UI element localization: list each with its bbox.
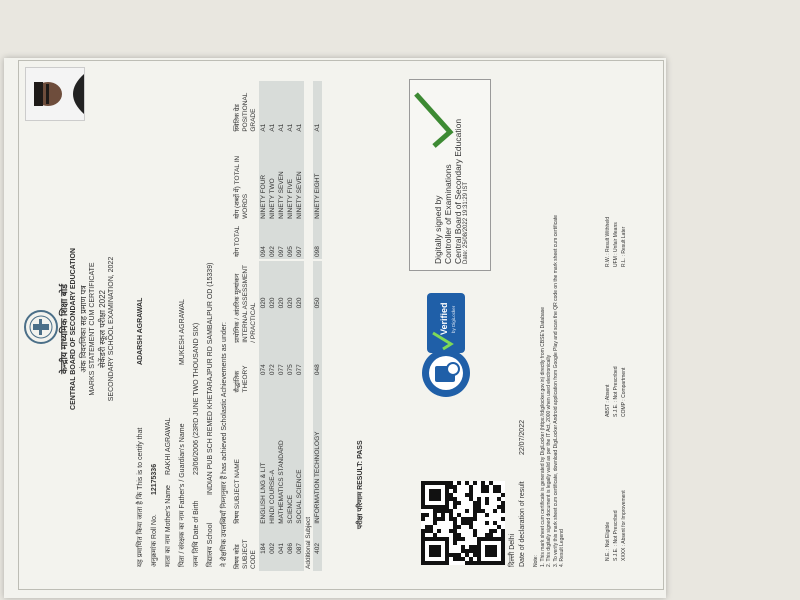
marks-table-body [259, 261, 322, 571]
cell-words: NINETY SEVEN [295, 171, 303, 219]
mother-name: RAKHI AGRAWAL [165, 417, 172, 476]
cell-code: 087 [295, 542, 303, 554]
exam-title-hindi: सेकेंडरी स्कूल परीक्षा 2022 [97, 289, 107, 369]
cell-name: MATHEMATICS STANDARD [277, 440, 285, 524]
totals-row [259, 81, 268, 259]
cell-grade: A1 [259, 123, 267, 132]
cell-code: 002 [268, 542, 276, 554]
sig-line-3: Central Board of Secondary Education [452, 118, 463, 264]
cell-ia: 020 [268, 297, 276, 309]
cell-code: 402 [313, 542, 321, 554]
legend-item: R.L. : Result Later [621, 226, 627, 267]
cell-total: 097 [295, 246, 303, 257]
totals-row [286, 81, 295, 259]
totals-spacer-row [304, 81, 313, 259]
cell-theory: 077 [295, 364, 303, 376]
cell-code: 184 [259, 542, 267, 554]
marks-row [259, 261, 268, 571]
col-subject-code: विषय कोड SUBJECT CODE [234, 539, 258, 569]
cell-theory: 074 [259, 364, 267, 376]
certificate-content [19, 61, 663, 589]
totals-row [295, 81, 304, 259]
marks-row [313, 261, 322, 571]
cell-name: SCIENCE [286, 494, 294, 524]
cell-theory: 048 [313, 364, 321, 376]
cell-name: SOCIAL SCIENCE [295, 469, 303, 524]
cell-ia: 020 [295, 297, 303, 309]
additional-subject-label: Additional Subject [304, 516, 312, 569]
roll-row [151, 464, 160, 567]
note-line-2: 2. This digitally signed document is legally valid as per the IT Act, 2000 when used electronically [546, 354, 552, 567]
board-header [59, 179, 117, 479]
declaration-date: 22/07/2022 [519, 420, 526, 456]
qr-code-icon [421, 481, 505, 565]
cell-total: 092 [268, 246, 276, 257]
legend-item: COMP : Compartment [621, 367, 627, 417]
additional-subject-row [304, 261, 313, 571]
digital-signature-box [409, 79, 491, 271]
roll-label: अनुक्रमांक Roll No. [151, 514, 158, 567]
certify-row [137, 298, 146, 567]
note-line-1: 1. This mark sheet cum certificate is generated by DigiLocker (https://digilocker.gov.in) directly from CBSE's Database [539, 306, 546, 567]
board-name-english: CENTRAL BOARD OF SECONDARY EDUCATION [70, 248, 78, 410]
note-line-3: 3. To verify this mark sheet cum certificate, download DigiLocker Android application from Google Play and scan the QR code on the mark sheet cum certificate [552, 214, 559, 567]
cell-words: NINETY EIGHT [313, 173, 321, 219]
cell-total: 097 [277, 246, 285, 257]
marks-row [277, 261, 286, 571]
col-total: योग TOTAL [234, 225, 241, 257]
cell-code: 086 [286, 542, 294, 554]
cell-name: INFORMATION TECHNOLOGY [313, 431, 321, 524]
dob-label: जन्म तिथि Date of Birth [193, 500, 200, 567]
achievement-line: ने शैक्षणिक उपलब्धियाँ निम्नानुसार हैं has achieved Scholastic Achievements as under: [221, 322, 228, 567]
verified-subtext: by DigiLocker [451, 305, 456, 333]
col-total-in-words: योग (शब्दों में) TOTAL IN WORDS [234, 155, 250, 219]
totals-row [313, 81, 322, 259]
exam-title-english: SECONDARY SCHOOL EXAMINATION, 2022 [107, 256, 115, 402]
certify-label: यह प्रमाणित किया जाता है कि This is to certify that [137, 427, 144, 567]
totals-spacer [304, 81, 313, 259]
cell-words: NINETY FOUR [259, 174, 267, 219]
legend-item: UFM : Unfair Means [613, 222, 619, 267]
notes-block [533, 97, 566, 567]
cell-ia: 020 [286, 297, 294, 309]
dob-value: 23/06/2006 (23RD JUNE TWO THOUSAND SIX) [193, 322, 200, 476]
marks-table [233, 261, 322, 571]
verified-text: Verified [439, 302, 449, 335]
cell-grade: A1 [277, 123, 285, 132]
marks-row [286, 261, 295, 571]
school-label: विद्यालय School [207, 522, 214, 567]
note-line-4: 4. Result Legend [559, 529, 565, 567]
cert-title-english: MARKS STATEMENT CUM CERTIFICATE [89, 262, 96, 396]
cell-theory: 075 [286, 364, 294, 376]
roll-number: 12175336 [151, 463, 158, 496]
marks-table-header [233, 261, 259, 571]
cell-total: 094 [259, 246, 267, 257]
cell-grade: A1 [286, 123, 294, 132]
cell-total: 095 [286, 246, 294, 257]
cell-words: NINETY SEVEN [277, 171, 285, 219]
cell-grade: A1 [268, 123, 276, 132]
legend-item: S.J.E. : Not Prescribed [613, 366, 619, 417]
sig-line-1: Digitally signed by [433, 195, 443, 264]
totals-table-header [233, 81, 259, 259]
cell-theory: 072 [268, 364, 276, 376]
totals-row [277, 81, 286, 259]
father-label: पिता / संरक्षक का नाम Father's / Guardian's Name [179, 423, 186, 567]
declaration-row [519, 420, 528, 567]
cell-grade: A1 [313, 123, 321, 132]
cell-grade: A1 [295, 123, 303, 132]
father-row [179, 299, 188, 567]
col-internal-assessment: प्रायोगिक / आंतरिक मूल्यांकन INTERNAL ASSESSMENT / PRACTICAL [234, 265, 258, 343]
totals-row [268, 81, 277, 259]
cell-code: 041 [277, 542, 285, 554]
board-name-hindi: केन्द्रीय माध्यमिक शिक्षा बोर्ड [59, 284, 69, 374]
candidate-name: ADARSH AGRAWAL [137, 297, 144, 366]
col-theory: सैद्धांतिक THEORY [234, 365, 250, 393]
cell-name: ENGLISH LNG & LIT [259, 462, 267, 524]
cell-total: 098 [313, 246, 321, 257]
col-subject-name: विषय SUBJECT NAME [234, 459, 241, 524]
result-line: परीक्षा परिणाम RESULT: PASS [357, 440, 364, 529]
notes-label: Note: [533, 555, 539, 567]
col-positional-grade: स्थितिक ग्रेड POSITIONAL GRADE [234, 92, 258, 132]
marks-row [268, 261, 277, 571]
certificate-sheet [4, 58, 666, 598]
totals-table [233, 81, 322, 259]
candidate-photo [25, 67, 85, 121]
legend-item: ABST : Absent [605, 384, 611, 417]
cell-ia: 050 [313, 297, 321, 309]
cell-name: HINDI COURSE-A [268, 469, 276, 524]
dob-row [193, 323, 202, 567]
legend-item: N.E. : Not Eligible [605, 521, 611, 561]
school-row [207, 263, 216, 567]
certificate-border [18, 60, 664, 590]
cell-words: NINETY TWO [268, 178, 276, 219]
place-label: दिल्ली Delhi [509, 533, 516, 567]
legend-item: R.W. : Result Withheld [605, 216, 611, 267]
digital-signature-text [434, 119, 470, 264]
father-name: MUKESH AGRAWAL [179, 299, 186, 366]
mother-label: माता का नाम Mother's Name [165, 485, 172, 567]
digilocker-verified-badge [419, 289, 473, 399]
school-value: INDIAN PUB SCH REMED KHETARAJPUR RD SAMBALPUR OD (15339) [207, 262, 214, 496]
cell-ia: 020 [259, 297, 267, 309]
totals-table-body [259, 81, 322, 259]
mother-row [165, 418, 174, 567]
marks-row [295, 261, 304, 571]
cell-ia: 020 [277, 297, 285, 309]
legend-item: S.J.E. : Not Prescribed [613, 510, 619, 561]
declaration-date-label: Date of declaration of result [519, 481, 526, 567]
sig-line-2: Controller of Examinations [442, 164, 453, 264]
sig-line-4: Date: 25/08/2022 19:31:29 IST [463, 181, 470, 264]
cell-theory: 077 [277, 364, 285, 376]
cert-title-hindi: अंक विवरणिका सह प्रमाण पत्र [79, 285, 88, 373]
legend-item: XXXX : Absent for Improvement [621, 490, 627, 561]
cell-words: NINETY FIVE [286, 178, 294, 219]
cbse-logo-icon [23, 309, 59, 345]
